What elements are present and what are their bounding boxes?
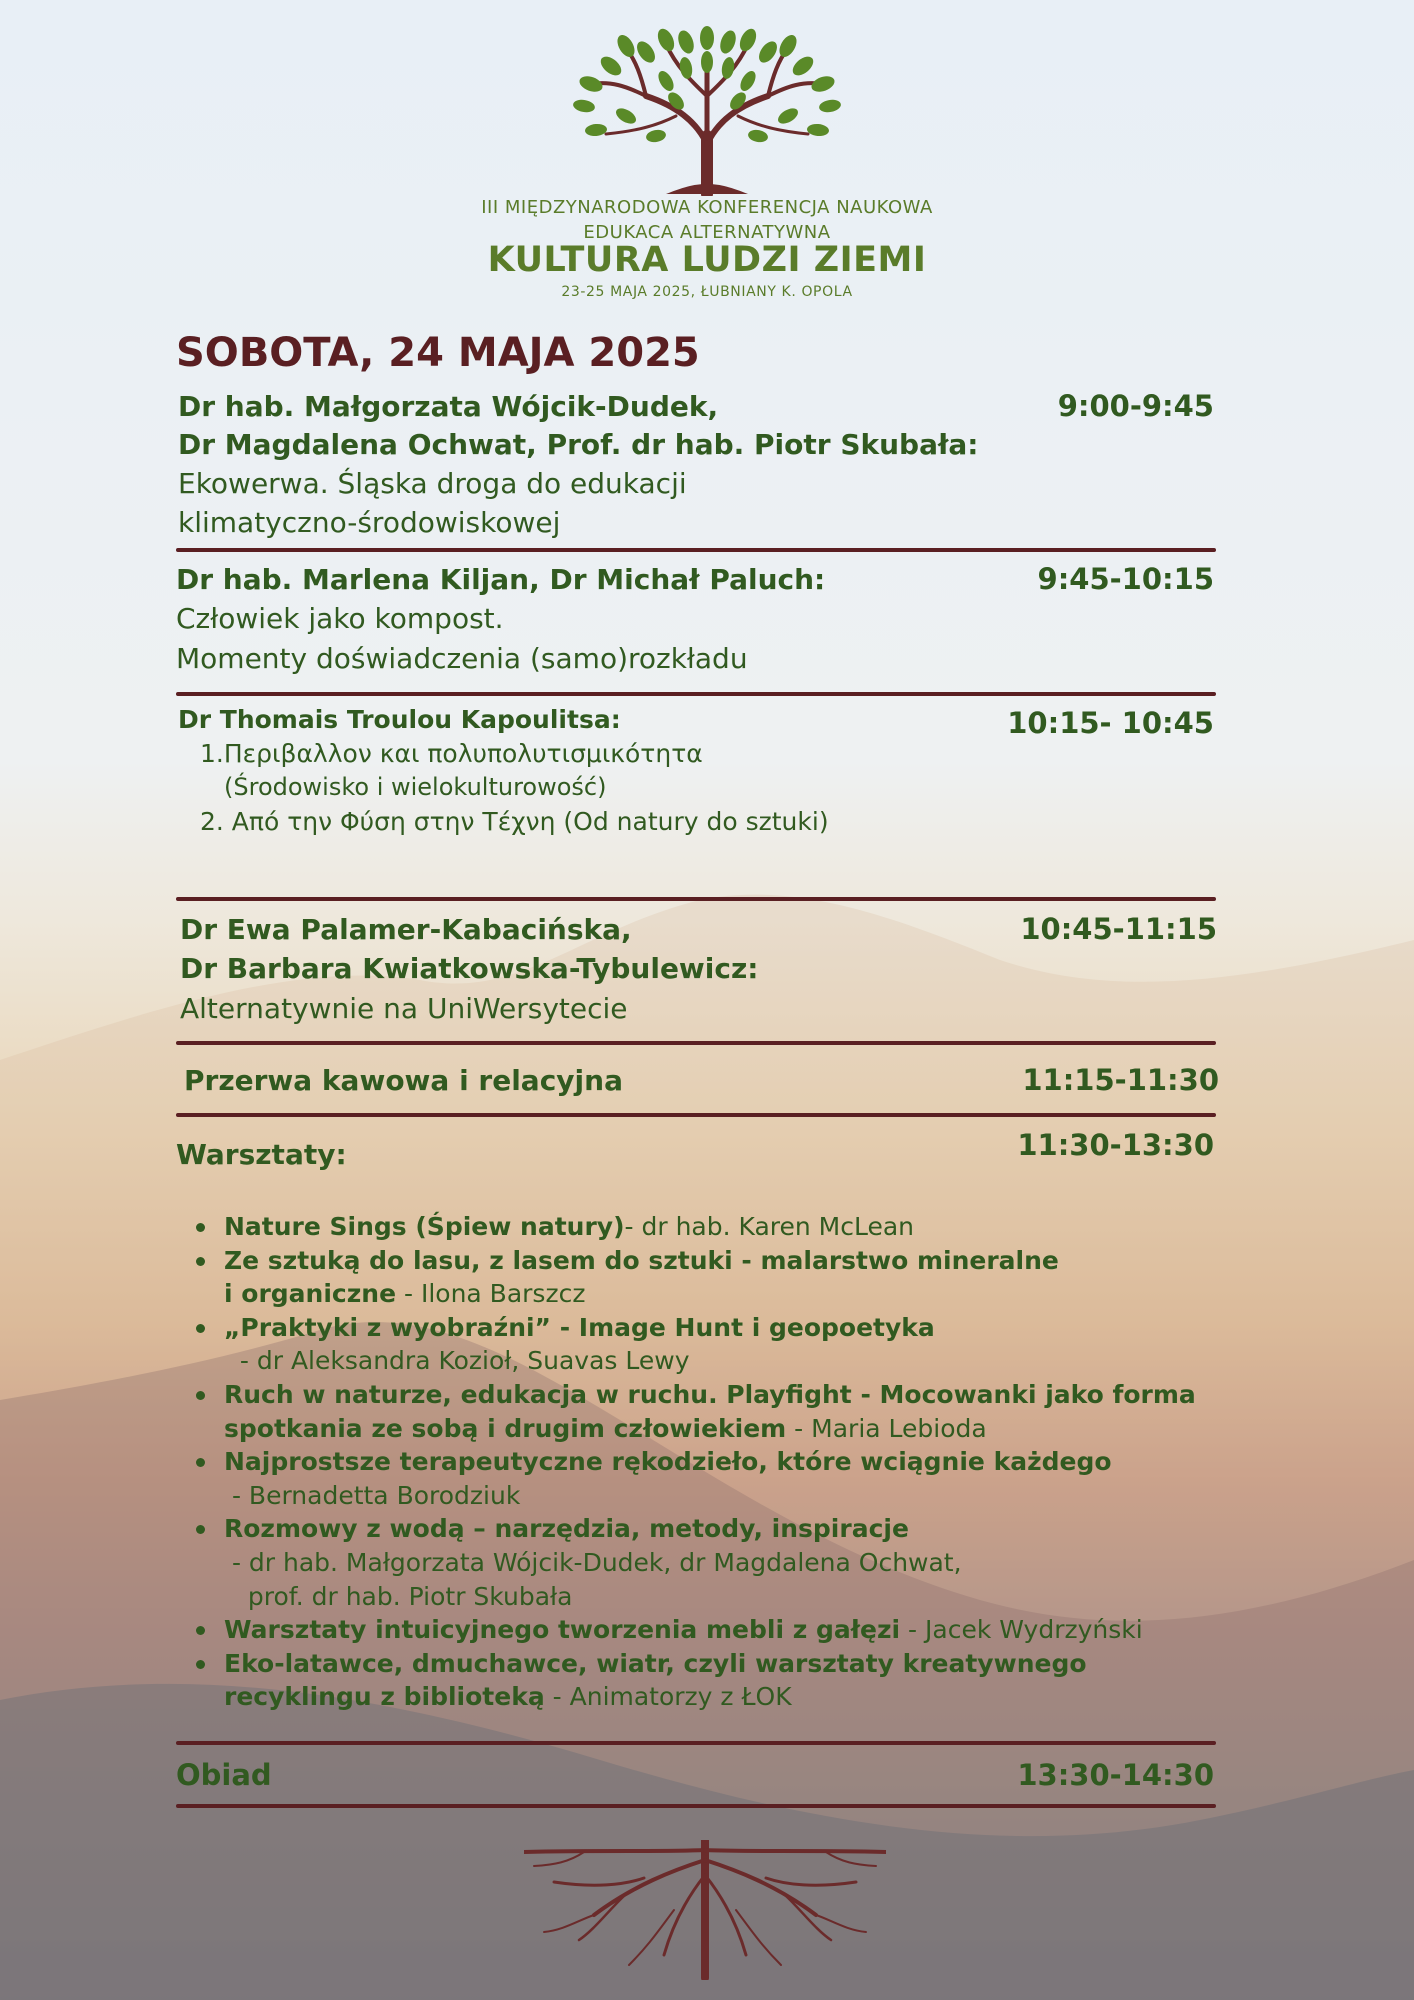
conference-subtitle: EDUKACA ALTERNATYWNA xyxy=(583,222,831,243)
session-4-topic: Alternatywnie na UniWersytecie xyxy=(180,992,628,1025)
bullet-icon xyxy=(196,1660,205,1669)
bullet-icon xyxy=(196,1223,205,1232)
coffee-break-label: Przerwa kawowa i relacyjna xyxy=(184,1064,623,1097)
divider xyxy=(176,548,1216,552)
workshop-leader: - Bernadetta Borodziuk xyxy=(224,1480,521,1510)
workshop-title: Ruch w naturze, edukacja w ruchu. Playfight - Mocowanki jako forma xyxy=(224,1379,1196,1409)
workshop-leader: - dr Aleksandra Kozioł, Suavas Lewy xyxy=(224,1346,690,1376)
coffee-break-time: 11:15-11:30 xyxy=(1022,1063,1219,1097)
workshop-title: „Praktyki z wyobraźni” - Image Hunt i geopoetyka xyxy=(224,1312,935,1342)
workshop-leader: - Animatorzy z ŁOK xyxy=(544,1682,792,1712)
workshop-title: Ze sztuką do lasu, z lasem do sztuki - malarstwo mineralne xyxy=(224,1245,1059,1275)
session-3-item-1-translation: (Środowisko i wielokulturowość) xyxy=(224,773,607,801)
session-3-speakers: Dr Thomais Troulou Kapoulitsa: xyxy=(178,705,621,734)
workshop-title: Rozmowy z wodą – narzędzia, metody, inspiracje xyxy=(224,1514,909,1544)
workshop-item xyxy=(196,1445,1216,1512)
session-1-time: 9:00-9:45 xyxy=(1057,389,1214,423)
workshop-leader: - Maria Lebioda xyxy=(786,1413,987,1443)
bullet-icon xyxy=(196,1525,205,1534)
conference-title: KULTURA LUDZI ZIEMI xyxy=(487,240,927,280)
workshop-title: i organiczne xyxy=(224,1279,397,1309)
workshop-title: Nature Sings (Śpiew natury) xyxy=(224,1212,625,1241)
session-3-time: 10:15- 10:45 xyxy=(1007,706,1214,740)
session-2-topic-line-2: Momenty doświadczenia (samo)rozkładu xyxy=(176,642,748,675)
workshop-leader: - Ilona Barszcz xyxy=(396,1279,586,1309)
divider xyxy=(176,692,1216,696)
session-1-topic-line-2: klimatyczno-środowiskowej xyxy=(178,506,561,539)
workshop-item xyxy=(196,1210,1216,1244)
session-3-item-1: 1.Περιβαλλον και πολυπολυτισμικότητα xyxy=(200,739,703,768)
session-1-speakers-line-2: Dr Magdalena Ochwat, Prof. dr hab. Piotr Skubała: xyxy=(178,428,979,461)
roots-icon xyxy=(524,1840,886,1980)
tree-icon xyxy=(566,26,848,196)
divider xyxy=(176,897,1216,901)
workshop-title: recyklingu z biblioteką xyxy=(224,1682,545,1712)
divider xyxy=(176,1113,1216,1117)
day-title: SOBOTA, 24 MAJA 2025 xyxy=(176,330,700,376)
workshops-time: 11:30-13:30 xyxy=(1017,1128,1214,1162)
session-2-speakers: Dr hab. Marlena Kiljan, Dr Michał Paluch: xyxy=(176,563,826,596)
workshop-item xyxy=(196,1613,1216,1647)
bullet-icon xyxy=(196,1257,205,1266)
workshop-item xyxy=(196,1647,1216,1714)
bullet-icon xyxy=(196,1626,205,1635)
workshop-leader: - dr hab. Karen McLean xyxy=(624,1212,915,1241)
conference-date-place: 23-25 MAJA 2025, ŁUBNIANY K. OPOLA xyxy=(561,284,853,300)
session-2-time: 9:45-10:15 xyxy=(1037,562,1214,596)
divider xyxy=(176,1804,1216,1808)
workshop-title: Warsztaty intuicyjnego tworzenia mebli z gałęzi xyxy=(224,1615,901,1645)
session-1-speakers-line-1: Dr hab. Małgorzata Wójcik-Dudek, xyxy=(178,390,719,423)
workshops-heading: Warsztaty: xyxy=(176,1138,347,1171)
workshop-leader: prof. dr hab. Piotr Skubała xyxy=(224,1581,573,1611)
workshop-title: Eko-latawce, dmuchawce, wiatr, czyli warsztaty kreatywnego xyxy=(224,1648,1087,1678)
workshops-list xyxy=(196,1210,1216,1714)
lunch-time: 13:30-14:30 xyxy=(1017,1758,1214,1792)
bullet-icon xyxy=(196,1391,205,1400)
workshop-item xyxy=(196,1311,1216,1378)
workshop-leader: - dr hab. Małgorzata Wójcik-Dudek, dr Magdalena Ochwat, xyxy=(224,1547,962,1577)
workshop-title: Najprostsze terapeutyczne rękodzieło, które wciągnie każdego xyxy=(224,1447,1112,1477)
session-2-topic-line-1: Człowiek jako kompost. xyxy=(176,602,504,635)
workshop-leader: - Jacek Wydrzyński xyxy=(900,1615,1143,1645)
divider xyxy=(176,1041,1216,1045)
session-4-speakers-line-2: Dr Barbara Kwiatkowska-Tybulewicz: xyxy=(180,952,759,985)
session-1-topic-line-1: Ekowerwa. Śląska droga do edukacji xyxy=(178,467,687,500)
workshop-item xyxy=(196,1244,1216,1311)
session-4-time: 10:45-11:15 xyxy=(1020,912,1217,946)
divider xyxy=(176,1741,1216,1745)
conference-edition: III MIĘDZYNARODOWA KONFERENCJA NAUKOWA xyxy=(481,197,933,218)
workshop-title: spotkania ze sobą i drugim człowiekiem xyxy=(224,1413,787,1443)
session-3-item-2: 2. Από την Φύση στην Τέχνη (Od natury do sztuki) xyxy=(200,807,829,836)
bullet-icon xyxy=(196,1458,205,1467)
session-4-speakers-line-1: Dr Ewa Palamer-Kabacińska, xyxy=(180,913,632,946)
workshop-item xyxy=(196,1512,1216,1613)
workshop-item xyxy=(196,1378,1216,1445)
bullet-icon xyxy=(196,1324,205,1333)
lunch-label: Obiad xyxy=(176,1758,272,1792)
